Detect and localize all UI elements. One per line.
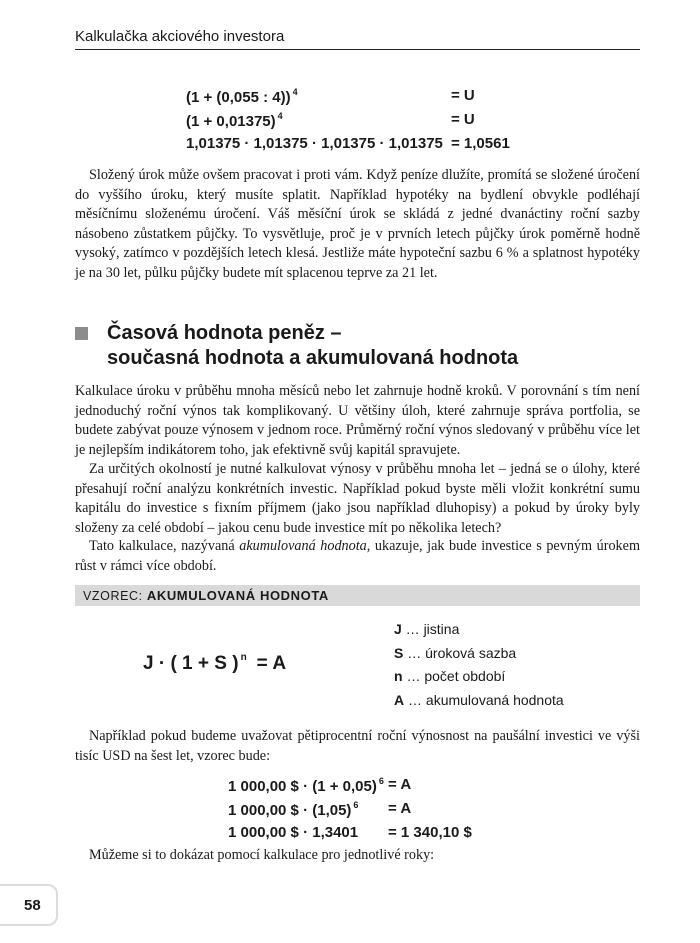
formula-rhs: = 1 340,10 $ [388,824,472,841]
formula-lhs: (1 + (0,055 : 4)) [186,89,291,106]
paragraph: Můžeme si to dokázat pomocí kalkulace pro jednotlivé roky: [89,847,435,863]
formula-row [186,135,526,159]
formula-row [228,800,528,824]
formula-exponent: 4 [292,87,298,97]
running-header: Kalkulačka akciového investora [75,28,640,50]
paragraph: Složený úrok může ovšem pracovat i proti vám. Když peníze dlužíte, promítá se složené úročení do vyššího úroku, který musíte splatit. Například hypotéky na bydlení obvykle podléhají měsíčnímu složenému úročení. Váš měsíční úrok se skládá z jedné dvanáctiny roční sazby násobeno zůstatkem půjčky. To vysvětluje, proč je v prvních letech půjčky úrok poměrně hodně vysoký, zatímco v pozdějších letech klesá. Jestliže máte hypoteční sazbu 6 % a splatnost hypotéky je na 30 let, půlku půjčky budete mít splacenou teprve za 21 let. [75,167,640,281]
formula-rhs: = A [388,776,412,793]
formula-row [186,111,526,135]
formula-exponent: 4 [277,111,283,121]
formula-lhs: 1 000,00 $ · (1,05) [228,802,352,819]
formula-row [228,824,528,848]
formula-lhs: 1 000,00 $ · 1,3401 [228,824,359,841]
compound-formula-block [186,87,526,159]
formula-lhs: 1,01375 · 1,01375 · 1,01375 · 1,01375 [186,135,443,152]
formula-rhs: = A [388,800,412,817]
legend-item: n … počet období [394,668,506,684]
formula-row [186,87,526,111]
formula-exponent: n [240,652,247,663]
formula-rhs: = U [451,87,475,104]
square-bullet-icon [75,327,88,340]
formula-label: VZOREC: [83,589,143,603]
legend-item: J … jistina [394,621,460,637]
heading-line: Časová hodnota peněz – [107,322,342,344]
formula-rhs: = U [451,111,475,128]
formula-title: AKUMULOVANÁ HODNOTA [146,588,329,603]
italic-term: akumulovaná hodnota [239,538,367,554]
paragraph: Kalkulace úroku v průběhu mnoha měsíců nebo let zahrnuje hodně kroků. V porovnání s tím není jednoduchý roční výnos tak komplikovaný. U většiny úloh, které zahrnuje správa portfolia, se budete zabývat pouze výnosem v jednom roce. Průměrný roční výnos sledovaný v průběhu více let je nejlepším indikátorem toho, jak efektivně svůj kapitál spravujete. [75,383,640,458]
example-formula-block [228,776,528,848]
legend-item: S … úroková sazba [394,644,517,661]
formula-rhs: = A [256,653,287,674]
formula-lhs: (1 + 0,01375) [186,113,276,130]
paragraph: Například pokud budeme uvažovat pětiprocentní roční výnosnost na paušální investici ve výši tisíc USD na šest let, vzorec bude: [75,728,640,764]
formula-title-bar [75,585,640,606]
paragraph: Tato kalkulace, nazývaná akumulovaná hodnota, ukazuje, jak bude investice s pevným úrokem růst v rámci více období. [75,538,640,574]
legend-item: A … akumulovaná hodnota [394,691,564,708]
paragraph: Za určitých okolností je nutné kalkulovat výnosy v průběhu mnoha let – jedná se o úlohy, které přesahují roční analýzu konkrétních investic. Například pokud byste měli vložit konkrétní sumu kapitálu do investice s fixním příjmem (jako jsou například dluhopisy) a pokud by úroky byly složeny za celé období – jakou cenu bude investice mít po několika letech? [75,461,640,536]
formula-exponent: 6 [353,800,359,810]
formula-legend [394,621,564,715]
accumulated-value-formula [143,652,286,675]
formula-exponent: 6 [378,776,384,786]
page-number: 58 [0,884,58,926]
formula-rhs: = 1,0561 [451,135,510,152]
formula-row [228,776,528,800]
heading-line: současná hodnota a akumulovaná hodnota [107,347,519,369]
formula-lhs: 1 000,00 $ · (1 + 0,05) [228,778,377,795]
formula-lhs: J · ( 1 + S ) [143,653,239,674]
